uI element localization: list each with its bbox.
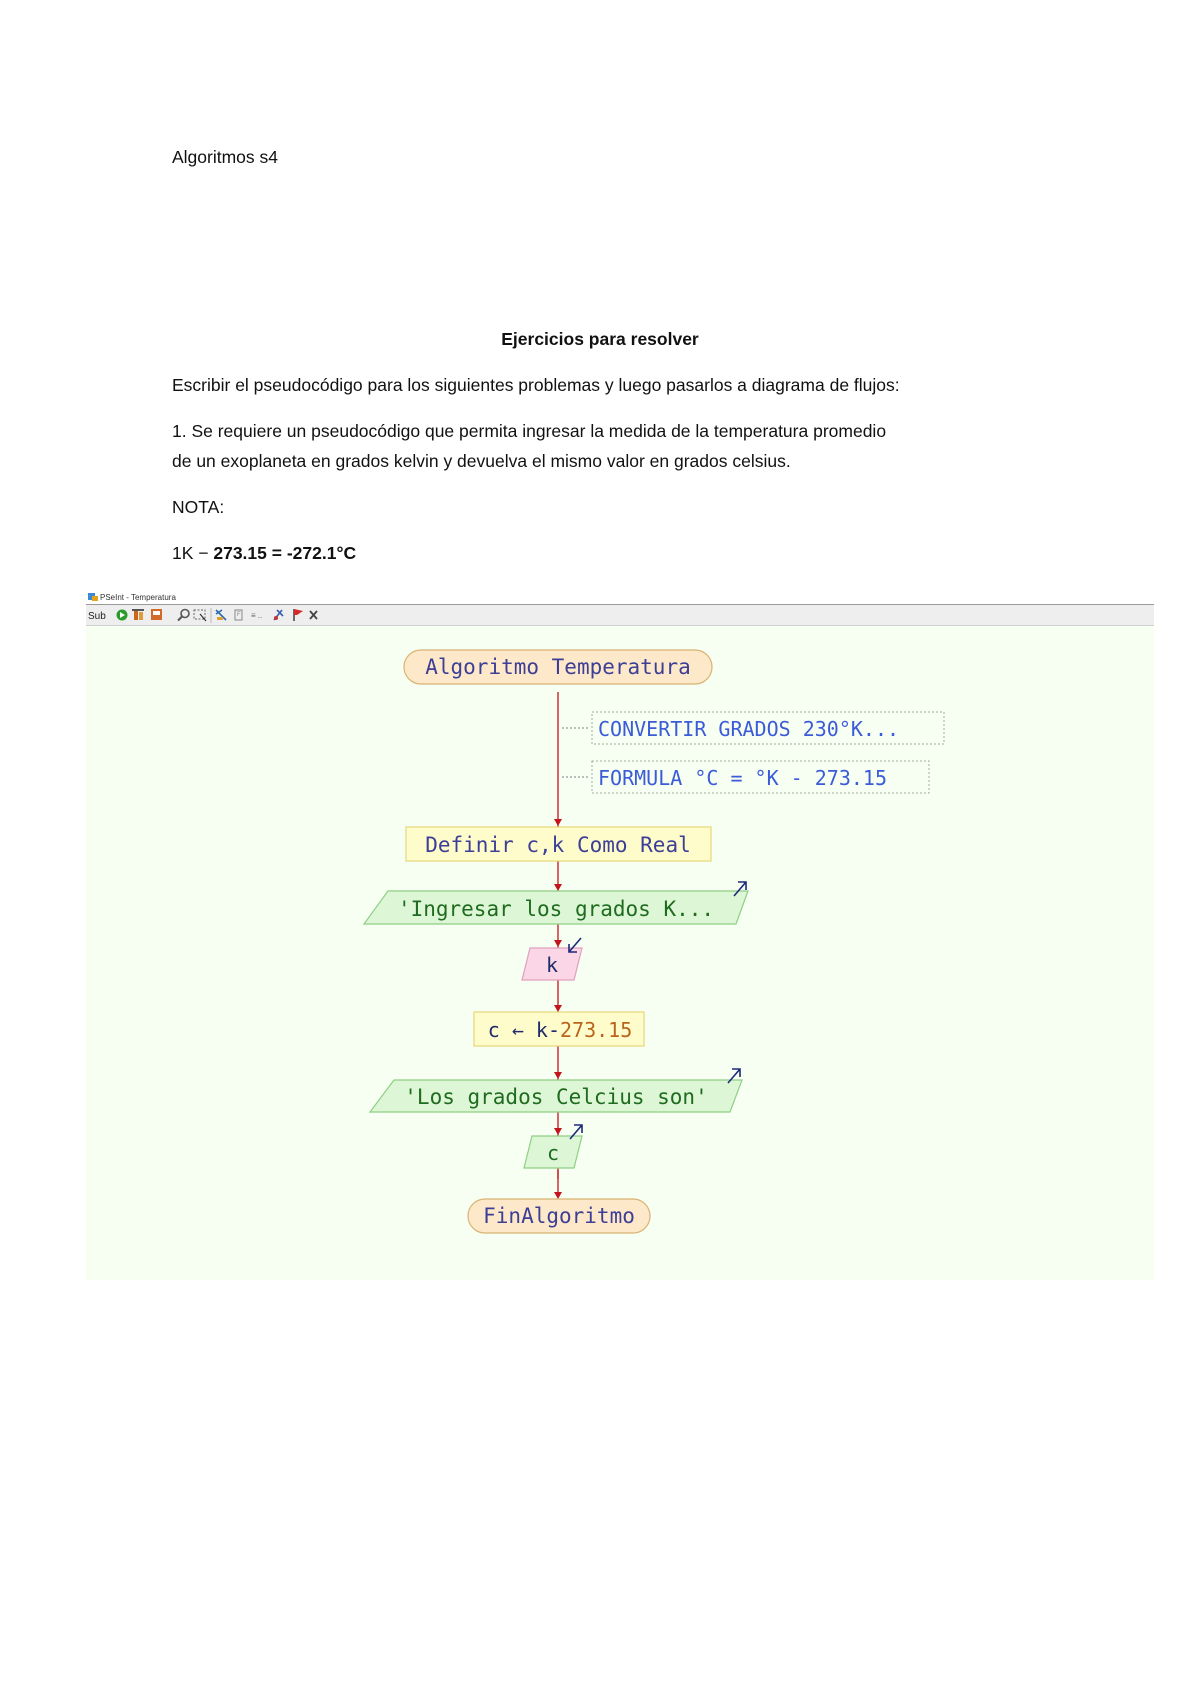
assign-prefix: c ← k- xyxy=(487,1018,560,1042)
item1-line1: 1. Se requiere un pseudocódigo que permita ingresar la medida de la temperatura promedio xyxy=(172,421,887,441)
doc-header: Algoritmos s4 xyxy=(172,147,279,167)
pseint-app-icon xyxy=(88,593,98,601)
list-icon[interactable] xyxy=(251,611,262,620)
note-prefix: 1K − xyxy=(172,543,214,563)
svg-text:≡ ..: ≡ .. xyxy=(251,611,263,620)
export-icon[interactable] xyxy=(151,609,162,620)
write-1-label: 'Ingresar los grados K... xyxy=(397,897,715,921)
toolbar xyxy=(86,604,1154,626)
note-formula-line xyxy=(172,542,356,564)
pseint-diagram xyxy=(86,590,1154,1280)
define-label: Definir c,k Como Real xyxy=(425,833,691,857)
item1-line2: de un exoplaneta en grados kelvin y devuelva el mismo valor en grados celsius. xyxy=(172,451,791,471)
comment-1: CONVERTIR GRADOS 230°K... xyxy=(598,717,900,741)
note-label: NOTA: xyxy=(172,497,225,517)
start-label: Algoritmo Temperatura xyxy=(425,655,691,679)
section-title: Ejercicios para resolver xyxy=(501,329,699,349)
pseint-window xyxy=(86,590,1154,1280)
note-formula: 273.15 = -272.1°C xyxy=(213,543,357,563)
toolbar-sub-button[interactable]: Sub xyxy=(88,611,106,622)
assign-expression xyxy=(488,1018,633,1042)
assign-value: 273.15 xyxy=(560,1018,633,1042)
end-label: FinAlgoritmo xyxy=(483,1204,635,1228)
write-2-label: 'Los grados Celcius son' xyxy=(404,1085,708,1109)
intro-text: Escribir el pseudocódigo para los siguientes problemas y luego pasarlos a diagrama de flujos: xyxy=(172,375,900,395)
window-title: PSeInt - Temperatura xyxy=(100,593,176,602)
run-icon[interactable] xyxy=(117,610,128,621)
comment-2: FORMULA °C = °K - 273.15 xyxy=(598,766,887,790)
read-k-label: k xyxy=(545,953,559,977)
svg-text:F: F xyxy=(237,612,241,618)
write-c-label: c xyxy=(546,1141,560,1165)
